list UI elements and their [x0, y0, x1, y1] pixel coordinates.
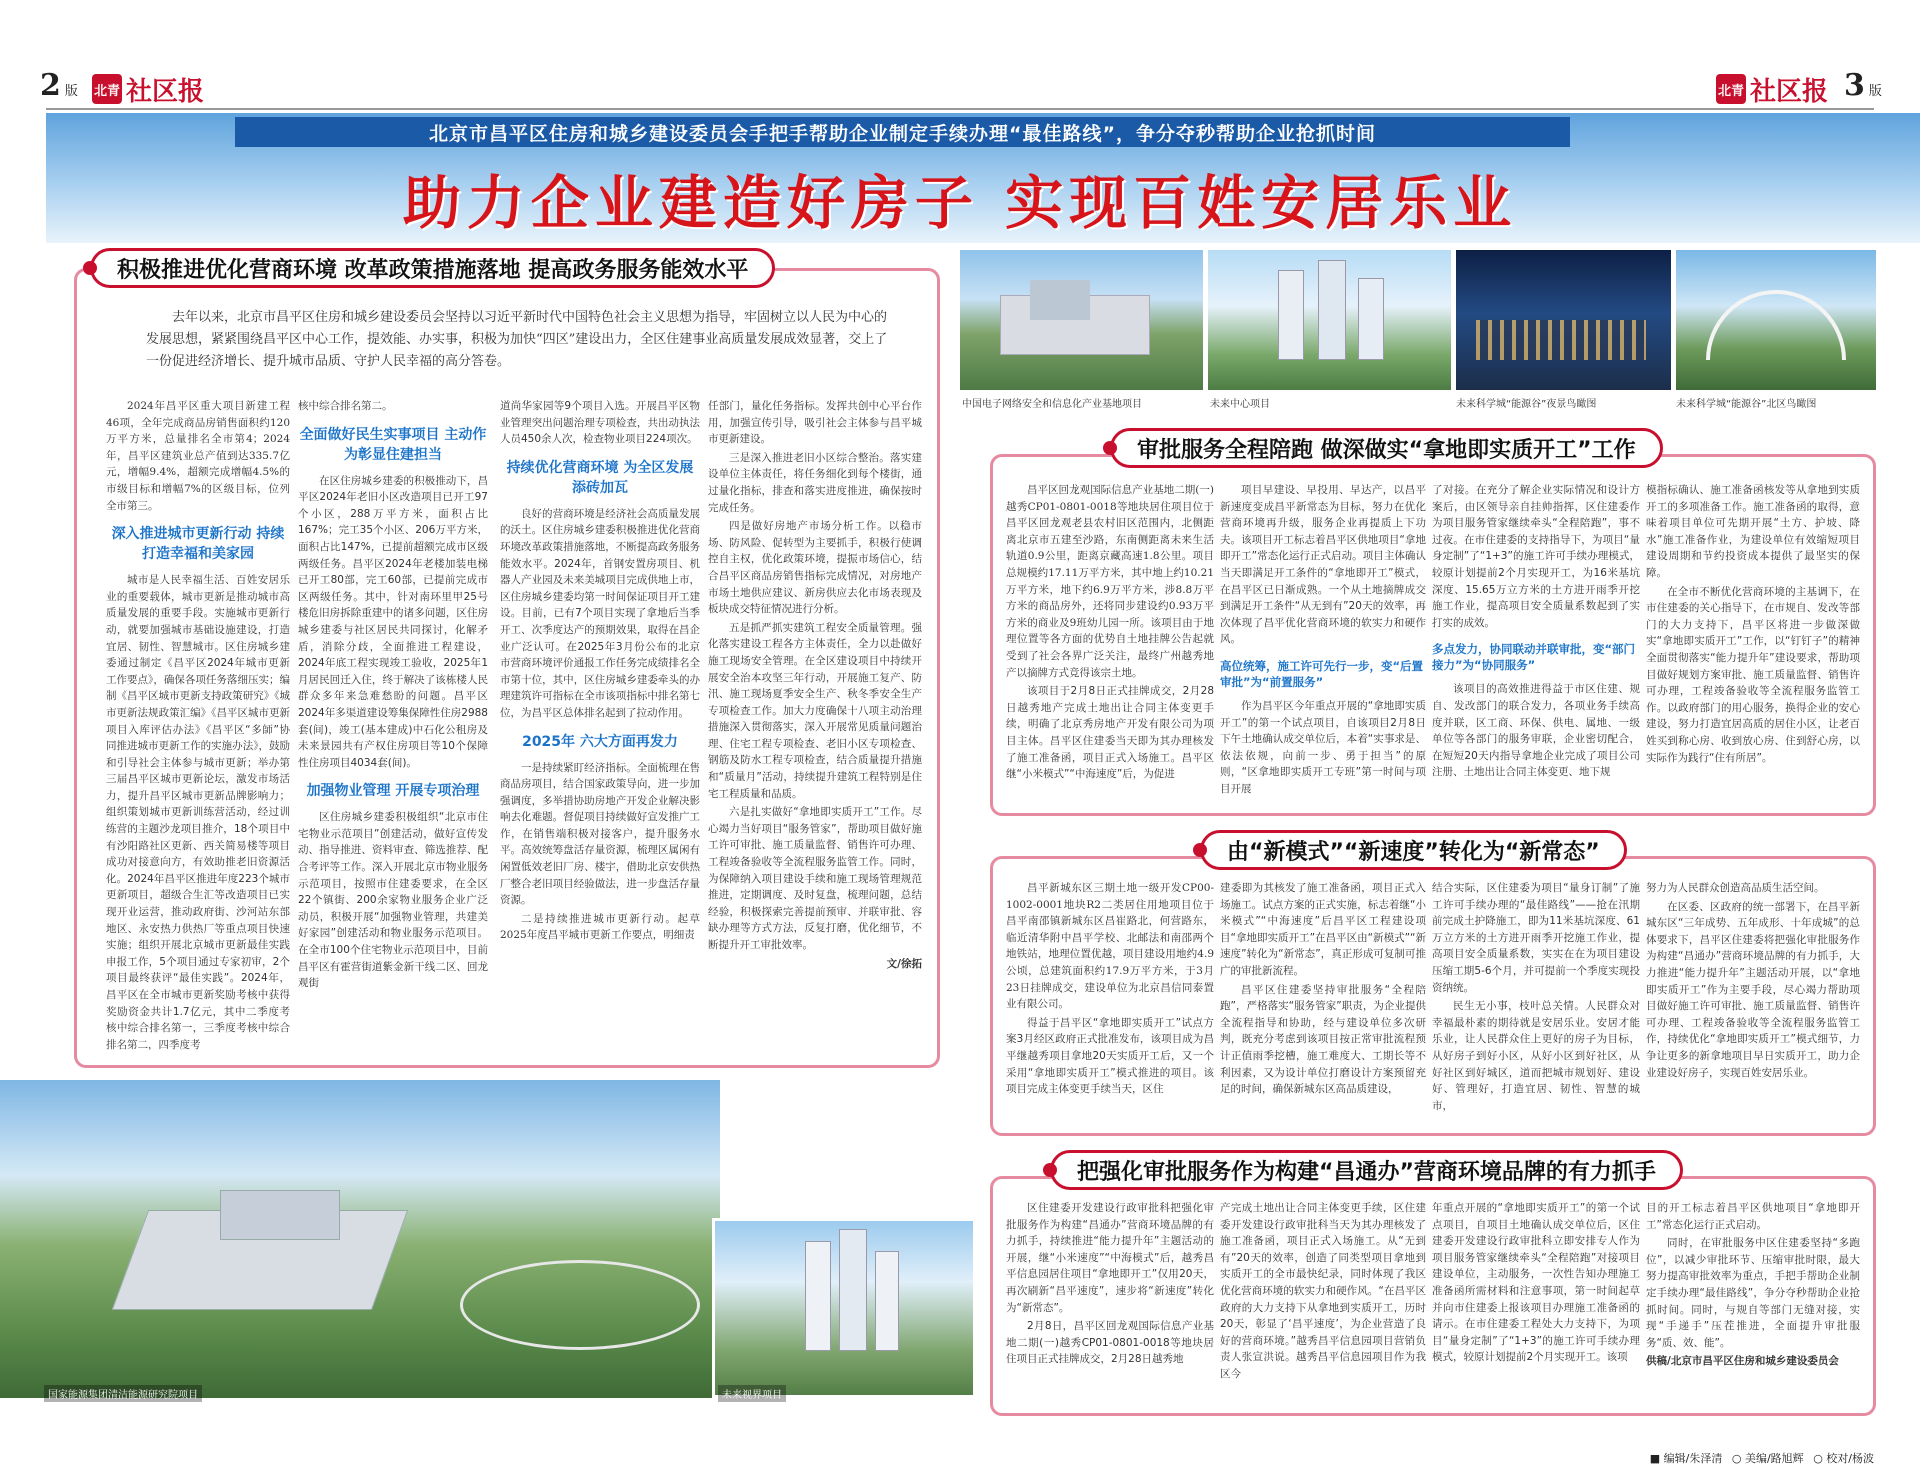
subheadline: 北京市昌平区住房和城乡建设委员会手把手帮助企业制定手续办理“最佳路线”，争分夺秒帮助企业抢抓时间: [235, 117, 1570, 147]
s2-column-1: 昌平区回龙观国际信息产业基地二期(一)越秀CP01-0801-0018等地块居住项目位于昌平区回龙观老县农村旧区范围内，北侧距离北京市五建至沙路，东南侧距离未来生活轨道0.9公里，距离京藏高速1.8公里。项目总规模约17.11万平方米，其中地上约10.21万平方米，地下约6.9万平方米，涉8.8万平方米的商品房外，还将同步建设约0.93万平方米的商业及9班幼儿园一所。该项目由于地理位置等各方面的优势自土地挂牌公告起就受到了社会各界广泛关注，最终广州越秀地产以摘牌方式竞得该宗土地。 该项目于2月8日正式挂牌成交，2月28日越秀地产完成土地出让合同主体变更手续，明确了北京秀房地产开发有限公司为项目主体。昌平区住建委当天即为其办理核发了施工准备函，项目正式入场施工。昌平区继“小米模式”“中海速度”后，为促进: [1006, 484, 1214, 781]
section-subtitle: 高位统筹，施工许可先行一步，变“后置审批”为“前置服务”: [1220, 658, 1424, 689]
s3-column-3: 结合实际，区住建委为项目“量身订制”了施工许可手续办理的“最佳路线”——抢在汛期前完成土护降施工，即为11米基坑深度、61万立方米的土方进开雨季开挖施工作业，提高项目安全质量系数，实实在在为项目建设压缩工期5-6个月，并可提前一个季度实现投资纳统。 民生无小事，枝叶总关情。人民群众对幸福最朴素的期待就是安居乐业。安居才能乐业，让人民群众住上更好的房子为目标，从好房子到好小区，从好小区到好社区，从好社区到好城区，道而把城市规划好、建设好、管理好，打造宜居、韧性、智慧的城市，: [1432, 882, 1640, 1112]
byline: 供稿/北京市昌平区住房和城乡建设委员会: [1646, 1355, 1839, 1368]
photo-energy-valley-night: [1456, 250, 1671, 390]
masthead-left: [92, 70, 204, 108]
main-headline: 助力企业建造好房子 实现百姓安居乐业: [402, 169, 1518, 237]
section-subtitle: 全面做好民生实事项目 主动作为彰显住建担当: [299, 426, 487, 463]
section-banner-new-normal: 由“新模式”“新速度”转化为“新常态”: [1200, 830, 1627, 870]
brand-logo-icon: 北青: [1716, 74, 1746, 104]
s2-column-2: 项目早建设、早投用、早达产，以昌平新速度变成昌平新常态为目标，努力在优化营商环境再升级，服务企业再提质上下功夫。该项目开工标志着昌平区供地项目“拿地即开工”常态化运行正式启动。项目主体确认当天即满足开工条件的“拿地即开工”模式，在昌平区已日渐成熟。一个从土地摘牌成交到满足开工条件“从无到有”20天的效率，再次体现了昌平优化营商环境的软实力和硬作风。 高位统筹，施工许可先行一步，变“后置审批”为“前置服务” 作为昌平区今年重点开展的“拿地即实质开工”的第一个试点项目，自该项目2月8日下午土地确认成交单位后，本着“实事求是、依法依规，向前一步、勇于担当”的原则，“区拿地即实质开工专班”第一时间与项目开展: [1220, 484, 1426, 795]
section-banner-approval: 审批服务全程陪跑 做深做实“拿地即实质开工”工作: [1110, 428, 1663, 468]
s4-column-2: 产完成土地出让合同主体变更手续，区住建委开发建设行政审批科当天为其办理核发了施工准备函，项目正式入场施工。从“无到有”20天的效率，创造了同类型项目拿地到实质开工的全市最快纪录，同时体现了我区优化营商环境的软实力和硬作风。“在昌平区政府的大力支持下从拿地到实质开工，历时20天，彰显了‘昌平速度’，为企业营造了良好的营商环境。”越秀昌平信息园项目营销负责人张宣洪说。越秀昌平信息园项目作为我区今: [1220, 1202, 1426, 1380]
masthead-right: [1716, 70, 1828, 108]
s3-column-4: 努力为人民群众创造高品质生活空间。 在区委、区政府的统一部署下，在昌平新城东区“三年成势、五年成形、十年成城”的总体要求下，昌平区住建委将把强化审批服务作为构建“昌通办”营商环境品牌的有力抓手，大力推进“能力提升年”主题活动开展，以“拿地即实质开工”作为主要手段，尽心竭力帮助项目做好施工许可审批、施工质量监督、销售许可办理、工程竣备验收等全流程服务监管工作，持续优化“拿地即实质开工”模式细节，力争让更多的新拿地项目早日实质开工，助力企业建设好房子，实现百姓安居乐业。: [1646, 882, 1860, 1079]
byline: 文/徐拓: [886, 957, 922, 970]
top-rule: [46, 108, 1874, 110]
photo-energy-valley-north: [1676, 250, 1876, 390]
section-banner-left: 积极推进优化营商环境 改革政策措施落地 提高政务服务能效水平: [90, 248, 775, 288]
article-column-3: 道尚华家园等9个项目入选。开展昌平区物业管理突出问题治理专项检查，共出动执法人员450余人次，检查物业项目224项次。 持续优化营商环境 为全区发展添砖加瓦 良好的营商环境是经济社会高质量发展的沃土。区住房城乡建委积极推进优化营商环境改革政策措施落地，不断提高政务服务能效水平。2024年，首钢安置房项目、机器人产业园及未来美城项目完成供地上市，区住房城乡建委均第一时间保证项目开工建设。目前，已有7个项目实现了拿地后当季开工、次季度达产的预期效果，取得在昌企业广泛认可。在2025年3月份公布的北京市营商环境评价通报工作任务完成绩排名全市第十位，其中，区住房城乡建委牵头的办理建筑许可指标在全市该项指标中排名第七位，为昌平区总体排名起到了拉动作用。 2025年 六大方面再发力 一是持续紧盯经济指标。全面梳理在售商品房项目，结合国家政策导向，进一步加强调度，多举措协助房地产开发企业解决影响去化难题。督促项目持续做好宣发推广工作，在销售端积极对接客户，提升服务水平。高效统筹盘活存量资源，梳理区属闲有闲置低效老旧厂房、楼宇，借助北京安供热厂整合老旧项目经验做法，进一步盘活存量资源。 二是持续推进城市更新行动。起草2025年度昌平城市更新工作要点，明细责: [500, 400, 700, 942]
brand-logo-icon: 北青: [92, 74, 122, 104]
brand-name: 社区报: [126, 76, 205, 107]
article-column-1: 2024年昌平区重大项目新建工程46项，全年完成商品房销售面积约120万平方米，总量排名全市第4；2024年，昌平区建筑业总产值到达335.7亿元，增幅9.4%，超额完成增幅4.5%的市级目标和增幅7%的区级目标，位列全市第三。 深入推进城市更新行动 持续打造幸福和美家园 城市是人民幸福生活、百姓安居乐业的重要载体，城市更新是推动城市高质量发展的重要手段。实施城市更新行动，就要加强城市基础设施建设，打造宜居、韧性、智慧城市。区住房城乡建委通过制定《昌平区2024年城市更新工作要点》，确保各项任务落细压实；编制《昌平区城市更新支持政策研究》《城市更新法规政策汇编》《昌平区城市更新项目入库评估办法》《昌平区“多師”协同推进城市更新工作的实施办法》，鼓励和引导社会主体参与城市更新；举办第三届昌平区城市更新论坛，激发市场活力，提升昌平区城市更新品牌影响力；组织策划城市更新训练营活动，经过训练营的主题沙龙项目推介，18个项目中有沙阳路社区更新、西关简易楼等项目成功对接意向方，有效助推老旧资源活化。2024年昌平区推进年度223个城市更新项目，超级合生汇等改造项目已实现开业运营，推动政府街、沙河站东部地区、永安热力供热厂等重点项目快速实施；组织开展北京城市更新最佳实践申报工作，5个项目通过专家初审，2个项目最终获评“最佳实践”。2024年，昌平区在全市城市更新奖励考核中获得奖励资金共计1.7亿元，其中二季度考核中综合排名第一，三季度考核中综合排名第二，四季度考: [106, 400, 290, 1050]
photo-caption: 未来科学城“能源谷”夜景鸟瞰图: [1456, 399, 1597, 410]
proofreader-credit: ○ 校对/杨波: [1813, 1452, 1874, 1465]
photo-caption: 中国电子网络安全和信息化产业基地项目: [962, 399, 1142, 410]
s3-column-2: 建委即为其核发了施工准备函，项目正式入场施工。试点方案的正式实施，标志着继“小米模式”“中海速度”后昌平区工程建设项目“拿地即实质开工”在昌平区由“新模式”“新速度”转化为“新常态”，真正形成可复制可推广的审批新流程。 昌平区住建委坚持审批服务“全程陪跑”，严格落实“服务管家”职责，为企业提供全流程指导和协助，经与建设单位多次研判，既充分考虑到该项目按正常审批流程预计正值雨季挖槽，施工难度大、工期长等不利因素，又为设计单位打磨设计方案预留充足的时间，确保新城东区高品质建设，: [1220, 882, 1426, 1096]
page-number-right: 3 版: [1844, 68, 1882, 103]
photo-caption: 未来中心项目: [1210, 399, 1270, 410]
section-subtitle: 多点发力，协同联动并联审批，变“部门接力”为“协同服务”: [1432, 642, 1636, 673]
article-column-4: 任部门，量化任务指标。发挥共创中心平台作用，加强宣传引导，吸引社会主体参与昌平城市更新建设。 三是深入推进老旧小区综合整治。落实建设单位主体责任，将任务细化到每个楼街，通过量化指标，排查和落实进度推进，确保按时完成任务。 四是做好房地产市场分析工作。以稳市场、防风险、促转型为主要抓手，积极行使调控自主权，优化政策环境，提振市场信心，结合昌平区商品房销售指标完成情况，对房地产市场土地供应建议、新房供应去化市场表现及板块成交特征情况进行分析。 五是抓严抓实建筑工程安全质量管理。强化落实建设工程各方主体责任，全力以赴做好施工现场安全管理。在全区建设项目中持续开展安全治本攻坚三年行动，开展施工复产、防汛、施工现场夏季安全生产、秋冬季安全生产专项检查工作。加大力度确保十八项主动治理措施深入贯彻落实，深入开展常见质量问题治理、住宅工程专项检查、老旧小区专项检查、钢筋及防水工程专项检查，结合质量提升措施和“质量月”活动，持续提升建筑工程特别是住宅工程质量和品质。 六是扎实做好“拿地即实质开工”工作。尽心竭力当好项目“服务管家”，帮助项目做好施工许可审批、施工质量监督、销售许可办理、工程竣备验收等全流程服务监管工作。同时，为保障纳入项目建设手续和施工现场管理规范推进，定期调度、及时复盘，梳理问题，总结经验，积极探索完善提前预审、并联审批、容缺办理等方式方法，反复打磨，优化细节，不断提升开工审批效率。 文/徐拓: [708, 398, 922, 1050]
photo-future-center: [1208, 250, 1451, 390]
brand-name: 社区报: [1750, 76, 1829, 107]
section-subtitle: 持续优化营商环境 为全区发展添砖加瓦: [506, 459, 694, 496]
photo-energy-institute: [0, 1080, 720, 1398]
section-subtitle: 2025年 六大方面再发力: [522, 733, 678, 750]
photo-cyber-base: [960, 250, 1203, 390]
s4-column-3: 年重点开展的“拿地即实质开工”的第一个试点项目，自项目土地确认成交单位后，区住建委开发建设行政审批科立即安排专人作为项目服务管家继续牵头“全程陪跑”对接项目建设单位，主动服务，一次性告知办理施工准备函所需材料和注意事项，第一时间起草并向市住建委上报该项目办理施工准备函的请示。在市住建委工程处大力支持下，为项目“量身定制”了“1+3”的施工许可手续办理模式，较原计划提前2个月实现开工。该项: [1432, 1202, 1640, 1364]
section-subtitle: 加强物业管理 开展专项治理: [306, 783, 480, 800]
photo-caption: 未来科学城“能源谷”北区鸟瞰图: [1676, 399, 1817, 410]
section-subtitle: 深入推进城市更新行动 持续打造幸福和美家园: [111, 526, 285, 563]
section-banner-brand: 把强化审批服务作为构建“昌通办”营商环境品牌的有力抓手: [1050, 1150, 1683, 1190]
article-column-2: 核中综合排名第二。 全面做好民生实事项目 主动作为彰显住建担当 在区住房城乡建委的积极推动下，昌平区2024年老旧小区改造项目已开工97个小区，288万平方米，面积占比167%；完工35个小区、206万平方米，面积占比147%，已提前超额完成市区级两级任务。昌平区2024年老楼加装电梯已开工80部，完工60部，已提前完成市区两级任务。其中，针对南环里甲25号楼危旧房拆除重建中的诸多问题，区住房城乡建委与社区居民共同探讨，化解矛盾，消除分歧，全面推进工程建设，2024年底工程实现竣工验收，2025年1月居民回迁入住，终于解决了该栋楼人民群众多年来急难愁盼的问题。昌平区2024年多渠道建设筹集保障性住房2988套(间)，竣工(基本建成)中石化公租房及未来景园共有产权住房项目等10个保障性住房项目4034套(间)。 加强物业管理 开展专项治理 区住房城乡建委积极组织“北京市住宅物业示范项目”创建活动，做好宣传发动、指导推进、资料审查、筛选推荐、配合考评等工作。深入开展北京市物业服务示范项目，按照市住建委要求，在全区22个镇街、200余家物业服务企业广泛动员，积极开展“加强物业管理，共建美好家园”创建活动和物业服务示范项目。在全市100个住宅物业示范项目中，目前昌平区有霍营街道紫金新干线二区、回龙观街: [298, 400, 488, 990]
intro-paragraph: 去年以来，北京市昌平区住房和城乡建设委员会坚持以习近平新时代中国特色社会主义思想为指导，牢固树立以人民为中心的发展思想，紧紧围绕昌平区中心工作，提效能、办实事，积极为加快“四区”建设出力，全区住建事业高质量发展成效显著，交上了一份促进经济增长、提升城市品质、守护人民幸福的高分答卷。: [146, 310, 888, 369]
s2-column-4: 模指标确认、施工准备函核发等从拿地到实质开工的多项准备工作。施工准备函的取得，意味着项目单位可先期开展“土方、护坡、降水”施工准备作业，为建设单位有效缩短项目建设周期和节约投资成本提供了最坚实的保障。 在全市不断优化营商环境的主基调下，在市住建委的关心指导下，在市规自、发改等部门的大力支持下，昌平区将进一步做深做实“拿地即实质开工”工作，以“钉钉子”的精神全面贯彻落实“能力提升年”建设要求，帮助项目做好规划方案审批、施工质量监督、销售许可办理，工程竣备验收等全流程服务监管工作。以政府部门的用心服务，换得企业的安心建设，努力打造宜居高质的居住小区，让老百姓买到称心房、收到放心房、住到舒心房，以实际作为践行“住有所居”。: [1646, 484, 1860, 764]
editor-credit: ■ 编辑/朱泽清: [1649, 1452, 1723, 1465]
photo-caption: 国家能源集团清洁能源研究院项目: [44, 1385, 202, 1402]
designer-credit: ○ 美编/路旭辉: [1731, 1452, 1804, 1465]
photo-caption: 未来视界项目: [718, 1385, 786, 1402]
s3-column-1: 昌平新城东区三期土地一级开发CP00-1002-0001地块R2二类居住用地项目位于昌平南邵镇新城东区昌崔路北，何营路东，临近清华附中昌平学校、北邮法和南邵两个地铁站，地理位置优越，项目建设用地约4.9公顷，总建筑面积约17.9万平方米，于3月23日挂牌成交，建设单位为北京昌信同泰置业有限公司。 得益于昌平区“拿地即实质开工”试点方案3月经区政府正式批准发布，该项目成为昌平继越秀项目拿地20天实质开工后，又一个采用“拿地即实质开工”模式推进的项目。该项目完成主体变更手续当天，区住: [1006, 882, 1214, 1096]
page-number-left: 2 版: [40, 68, 78, 103]
footer-credits: [1644, 1450, 1874, 1466]
s4-column-1: 区住建委开发建设行政审批科把强化审批服务作为构建“昌通办”营商环境品牌的有力抓手，持续推进“能力提升年”主题活动的开展，继“小米速度”“中海模式”后，越秀昌平信息园居住项目“拿地即开工”仅用20天，再次刷新“昌平速度”，速步将“新速度”转化为“新常态”。 2月8日，昌平区回龙观国际信息产业基地二期(一)越秀CP01-0801-0018等地块居住项目正式挂牌成交，2月28日越秀地: [1006, 1202, 1214, 1366]
s2-column-3: 了对接。在充分了解企业实际情况和设计方案后，由区领导亲自挂帅指挥，区住建委作为项目服务管家继续牵头“全程陪跑”，事不过夜。在市住建委的支持指导下，为项目“量身定制”了“1+3”的施工许可手续办理模式，较原计划提前2个月实现开工，为16米基坑深度、15.65万立方米的土方进开雨季开挖施工作业，提高项目安全质量系数起到了实打实的成效。 多点发力，协同联动并联审批，变“部门接力”为“协同服务” 该项目的高效推进得益于市区住建、规自、发改部门的联合发力，各项业务手续高度并联，区工商、环保、供电、属地、一级单位等各部门的服务审联，企业密切配合，在短短20天内指导拿地企业完成了项目公司注册、土地出让合同主体变更、地下规: [1432, 484, 1640, 779]
photo-future-vision: [712, 1218, 976, 1398]
s4-column-4: 目的开工标志着昌平区供地项目“拿地即开工”常态化运行正式启动。 同时，在审批服务中区住建委坚持“多跑位”，以减少审批环节、压缩审批时限，最大努力提高审批效率为重点，手把手帮助企业制定手续办理“最佳路线”，争分夺秒帮助企业抢抓时间。同时，与规自等部门无缝对接，实现“手递手”压茬推进，全面提升审批服务“质、效、能”。 供稿/北京市昌平区住房和城乡建设委员会: [1646, 1200, 1860, 1410]
